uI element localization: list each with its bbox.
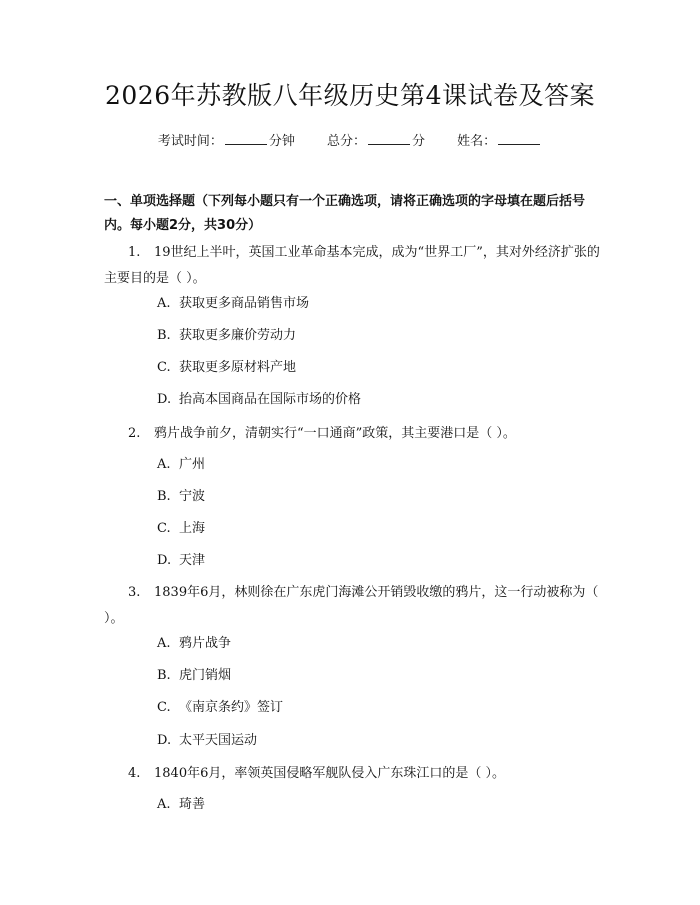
option-text: 上海 [179, 521, 206, 536]
question-4-option-a [157, 795, 205, 815]
option-letter: D. [157, 392, 172, 407]
question-1 [104, 240, 604, 292]
option-text: 天津 [179, 553, 206, 568]
question-stem: 鸦片战争前夕，清朝实行“一口通商”政策，其主要港口是（ ）。 [154, 426, 516, 441]
question-4 [104, 761, 604, 787]
question-1-option-c [157, 358, 296, 378]
student-name-label: 姓名： [457, 134, 497, 149]
option-text: 获取更多廉价劳动力 [179, 328, 297, 343]
option-text: 《南京条约》签订 [179, 700, 284, 715]
option-letter: C. [157, 360, 171, 375]
question-3 [104, 580, 604, 632]
section-heading: 一、单项选择题（下列每小题只有一个正确选项，请将正确选项的字母填在题后括号内。每小题2分，共30分） [104, 194, 586, 233]
option-letter: A. [157, 296, 171, 311]
option-letter: C. [157, 700, 171, 715]
exam-time-label: 考试时间： [157, 134, 223, 149]
page-title: 2026年苏教版八年级历史第4课试卷及答案 [104, 81, 596, 110]
student-name-blank [498, 130, 540, 145]
question-1-option-a [157, 294, 309, 314]
option-letter: D. [157, 553, 172, 568]
question-3-option-d [157, 731, 257, 751]
question-number: 3. [128, 585, 141, 600]
question-2-option-c [157, 519, 205, 539]
option-letter: D. [157, 733, 172, 748]
question-stem: 1839年6月，林则徐在广东虎门海滩公开销毁收缴的鸦片，这一行动被称为（ ）。 [104, 585, 599, 626]
question-3-option-c [157, 698, 283, 718]
question-3-option-b [157, 666, 231, 686]
option-letter: A. [157, 457, 171, 472]
student-name-field [457, 130, 542, 152]
question-1-option-d [157, 390, 361, 410]
exam-time-field [158, 130, 295, 152]
question-2 [104, 421, 604, 447]
option-letter: C. [157, 521, 171, 536]
total-score-field [327, 130, 425, 152]
total-score-blank [368, 130, 410, 145]
option-letter: B. [157, 668, 171, 683]
option-text: 获取更多原材料产地 [179, 360, 297, 375]
question-stem: 1840年6月，率领英国侵略军舰队侵入广东珠江口的是（ ）。 [154, 766, 505, 781]
option-text: 虎门销烟 [179, 668, 232, 683]
question-2-option-a [157, 455, 205, 475]
option-letter: B. [157, 489, 171, 504]
question-stem: 19世纪上半叶，英国工业革命基本完成，成为“世界工厂”，其对外经济扩张的主要目的是（ ）。 [104, 245, 600, 286]
question-number: 2. [128, 426, 141, 441]
exam-time-blank [225, 130, 267, 145]
question-number: 4. [128, 766, 141, 781]
total-score-label: 总分： [326, 134, 366, 149]
option-letter: A. [157, 797, 171, 812]
option-text: 广州 [179, 457, 206, 472]
question-2-option-b [157, 487, 205, 507]
option-text: 获取更多商品销售市场 [179, 296, 310, 311]
exam-meta [0, 130, 700, 152]
option-text: 宁波 [179, 489, 206, 504]
question-1-option-b [157, 326, 296, 346]
total-score-unit: 分 [412, 134, 426, 149]
option-letter: A. [157, 636, 171, 651]
question-2-option-d [157, 551, 205, 571]
option-text: 太平天国运动 [179, 733, 258, 748]
option-text: 鸦片战争 [179, 636, 232, 651]
exam-time-unit: 分钟 [268, 134, 295, 149]
question-number: 1. [128, 245, 141, 260]
option-letter: B. [157, 328, 171, 343]
option-text: 琦善 [179, 797, 206, 812]
question-3-option-a [157, 634, 231, 654]
option-text: 抬高本国商品在国际市场的价格 [179, 392, 362, 407]
